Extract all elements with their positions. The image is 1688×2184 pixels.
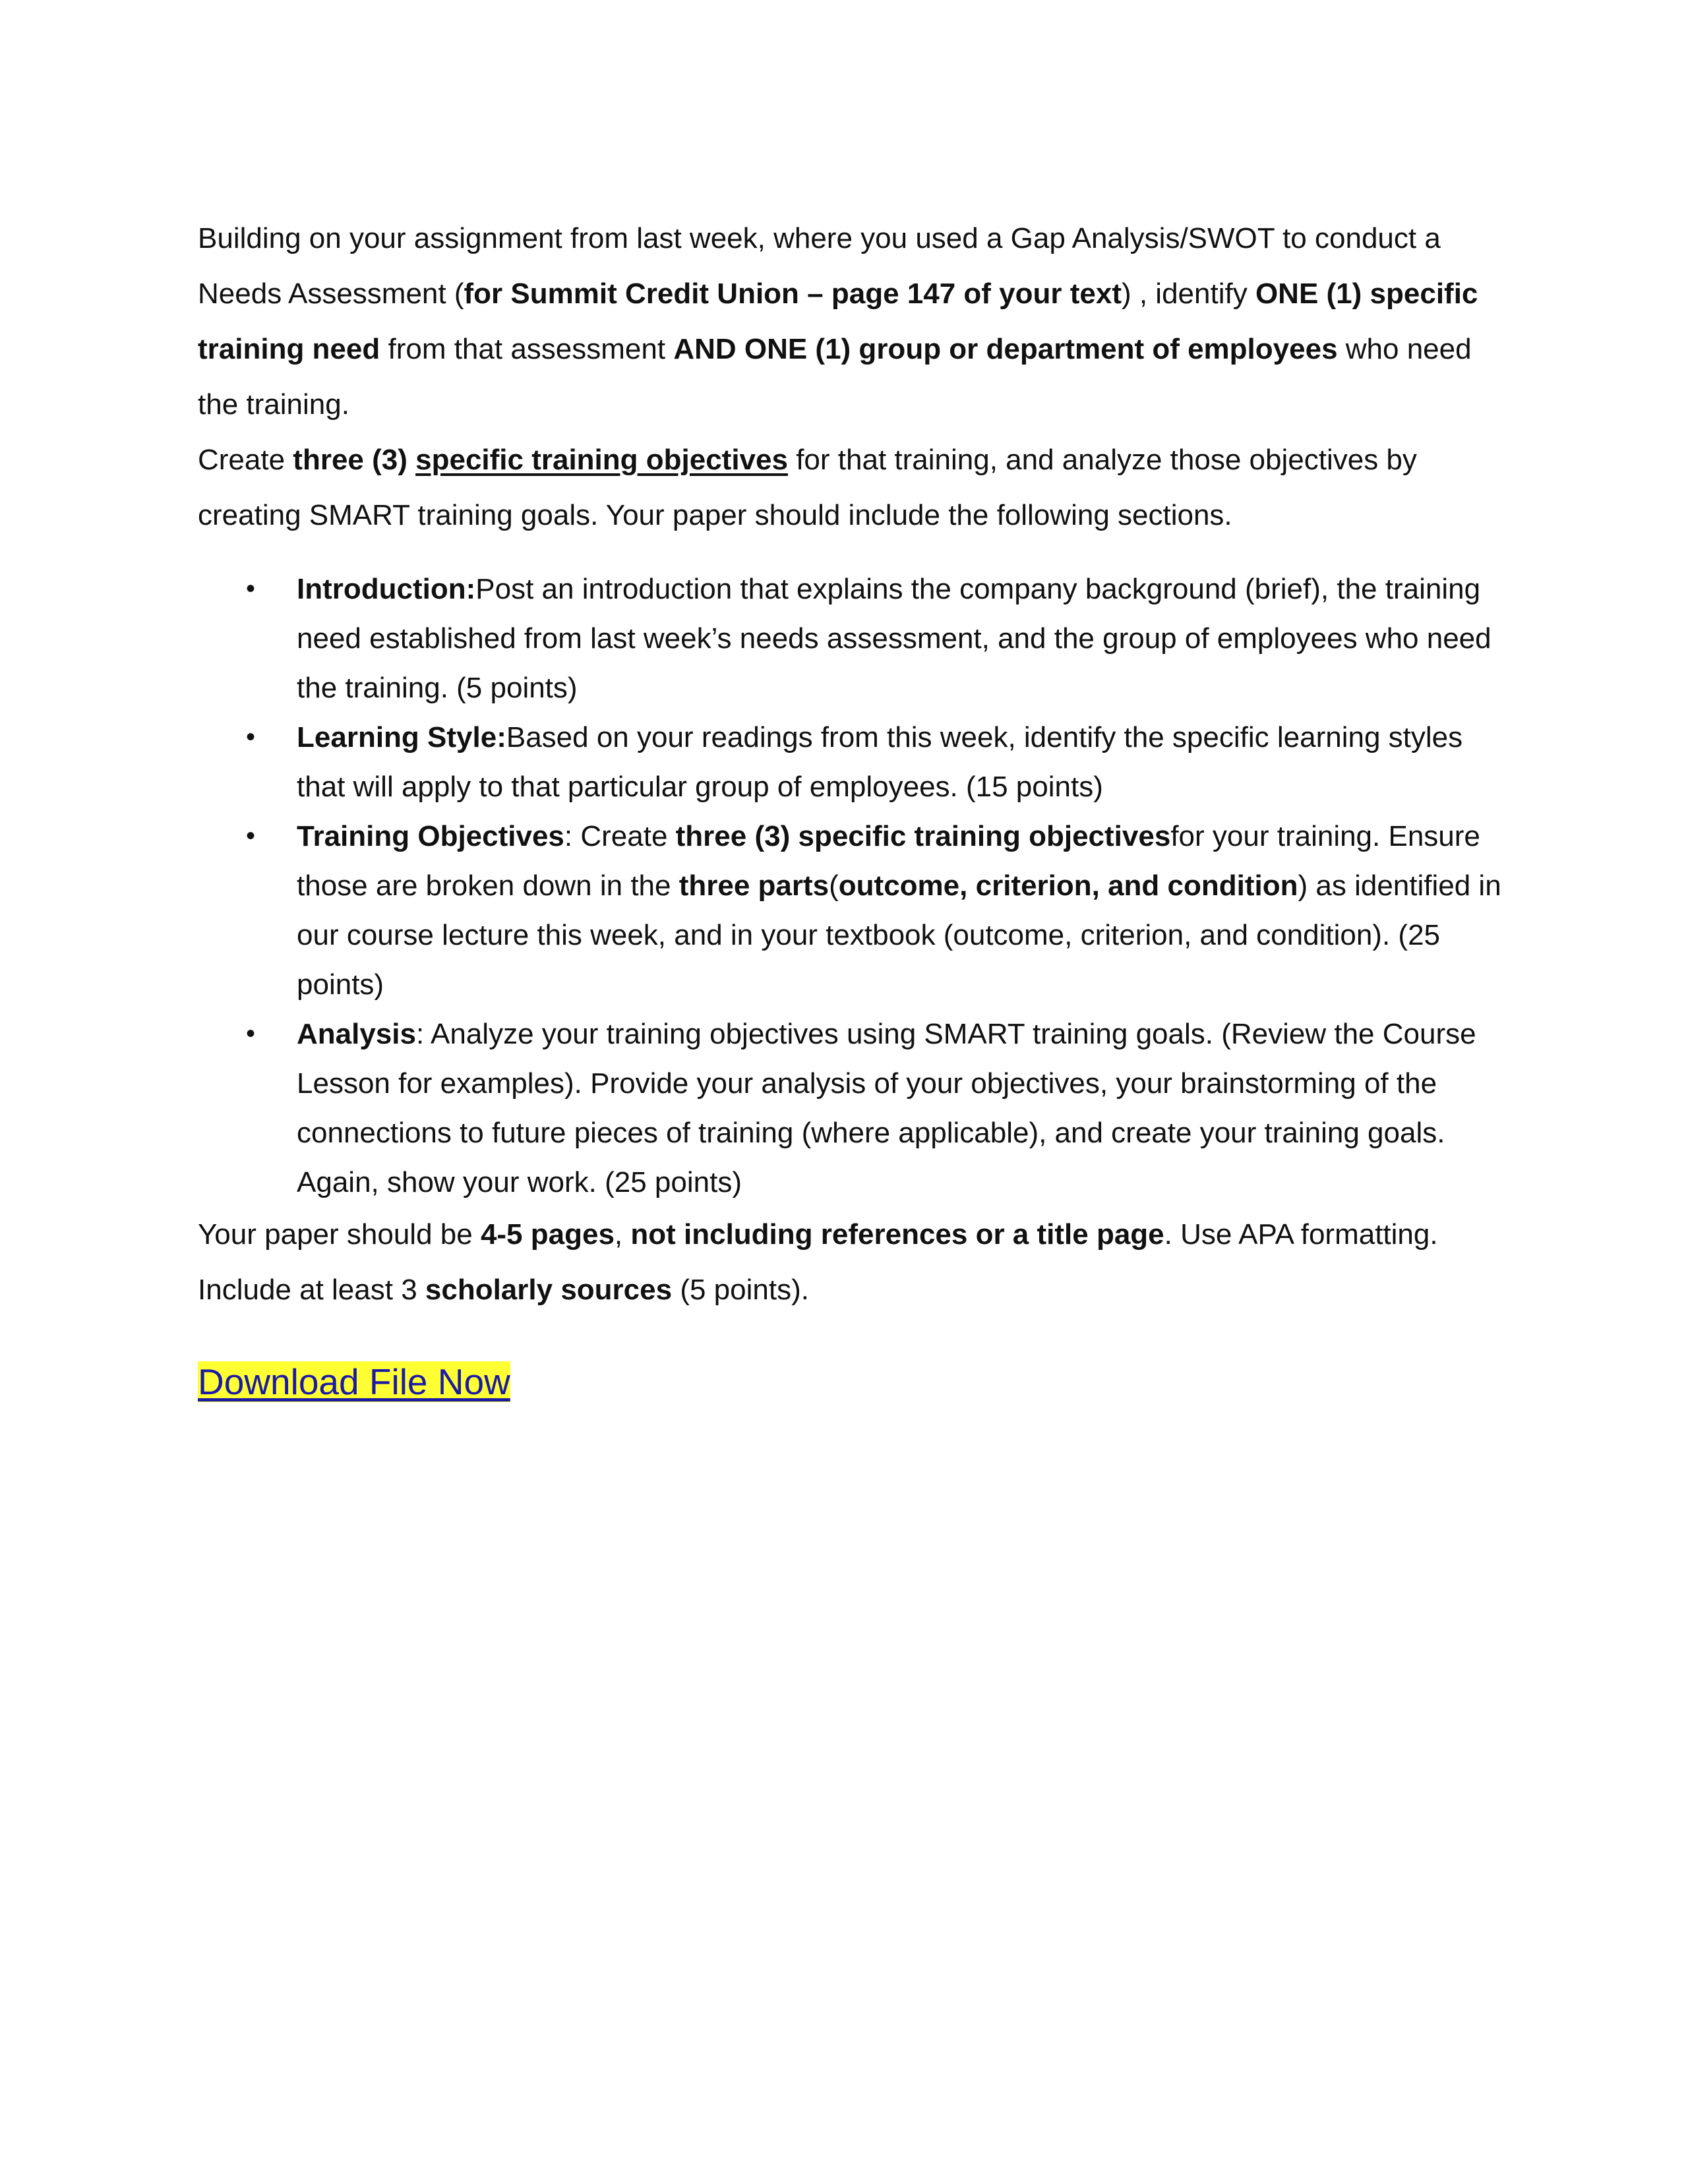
bold-run: outcome, criterion, and condition <box>838 870 1298 902</box>
requirements-paragraph <box>198 1207 1503 1318</box>
list-item-text: Post an introduction that explains the company background (brief), the training need established from last week’s needs assessment, and the group of employees who need the training. (5 points) <box>297 573 1492 704</box>
bold-run: ONE (1) specific training need <box>198 278 1478 365</box>
list-item-heading: Training Objectives <box>297 820 564 852</box>
bullet-icon: • <box>246 1019 256 1048</box>
sections-list <box>198 564 1503 1207</box>
text-run: ( <box>829 870 839 902</box>
underlined-bold-run: specific training objectives <box>415 444 788 476</box>
bold-run: scholarly sources <box>425 1274 673 1306</box>
bold-run: three parts <box>678 870 829 902</box>
bullet-icon: • <box>246 723 256 752</box>
text-run: : Create <box>564 820 676 852</box>
list-item-text: Based on your readings from this week, identify the specific learning styles that will apply to that particular group of employees. (15 points) <box>297 721 1463 803</box>
list-item-text: : Analyze your training objectives using SMART training goals. (Review the Course Lesson for examples). Provide your analysis of your objectives, your brainstorming of the connections to future pieces of training (where applicable), and create your training goals. Again, show your work. (25 points) <box>297 1018 1476 1198</box>
text-run: ) , identify <box>1121 278 1255 310</box>
download-section <box>198 1359 1503 1408</box>
text-run: ) as identified in our course lecture this week, and in your textbook (outcome, criterion, and condition). (25 points) <box>297 870 1501 1001</box>
assignment-document <box>198 211 1503 1408</box>
bold-run: not including references or a title page <box>630 1218 1164 1251</box>
text-run: Create <box>198 444 293 476</box>
bold-run: AND ONE (1) group or department of employees <box>673 333 1338 365</box>
text-run: for your training. Ensure those are broken down in the <box>297 820 1480 902</box>
text-run: from that assessment <box>380 333 674 365</box>
list-item-heading: Learning Style: <box>297 721 506 753</box>
list-item-training-objectives <box>198 812 1503 1009</box>
list-item-learning-style <box>198 713 1503 812</box>
text-run: Your paper should be <box>198 1218 481 1251</box>
list-item-heading: Analysis <box>297 1018 416 1050</box>
list-item-analysis <box>198 1009 1503 1207</box>
objectives-paragraph <box>198 432 1503 543</box>
bold-run: three (3) specific training objectives <box>675 820 1171 852</box>
bold-run: for Summit Credit Union – page 147 of your text <box>464 278 1122 310</box>
bullet-icon: • <box>246 821 256 850</box>
list-item-introduction <box>198 564 1503 713</box>
list-item-heading: Introduction: <box>297 573 476 605</box>
text-run: who need the training. <box>198 333 1472 421</box>
text-run: for that training, and analyze those objectives by creating SMART training goals. Your paper should include the following sections. <box>198 444 1417 531</box>
text-run: (5 points). <box>672 1274 809 1306</box>
text-run: Building on your assignment from last week, where you used a Gap Analysis/SWOT to conduct a Needs Assessment ( <box>198 222 1441 310</box>
intro-paragraph <box>198 211 1503 432</box>
bold-run: three (3) <box>293 444 416 476</box>
bold-run: 4-5 pages <box>480 1218 615 1251</box>
download-file-link[interactable]: Download File Now <box>198 1361 510 1402</box>
text-run: . Use APA formatting. Include at least 3 <box>198 1218 1438 1306</box>
bullet-icon: • <box>246 574 256 603</box>
text-run: , <box>614 1218 631 1251</box>
